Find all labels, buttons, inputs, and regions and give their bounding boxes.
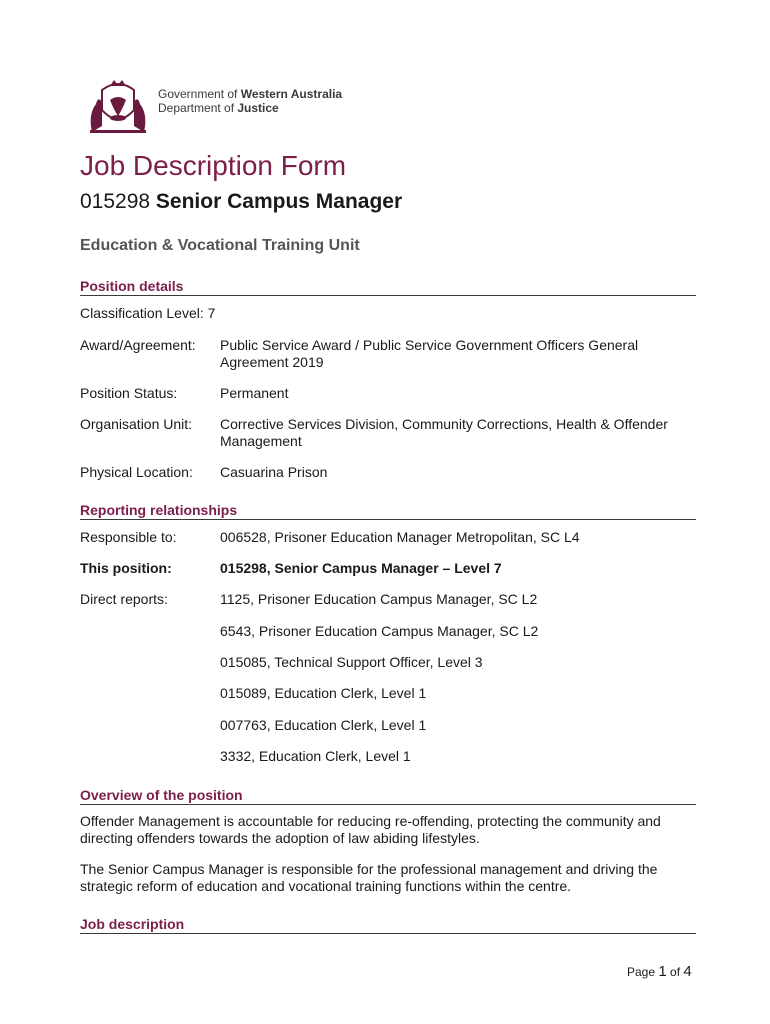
org-unit-row — [80, 416, 696, 450]
overview-paragraph: The Senior Campus Manager is responsible for the professional management and driving the strategic reform of education and vocational training functions within the centre. — [80, 861, 658, 894]
reporting-heading: Reporting relationships — [80, 502, 696, 520]
status-value: Permanent — [220, 385, 289, 401]
overview-paragraph: Offender Management is accountable for reducing re-offending, protecting the community and directing offenders towards the adoption of law abiding lifestyles. — [80, 813, 661, 846]
direct-report-item: 015085, Technical Support Officer, Level 3 — [220, 654, 483, 670]
direct-report-item: 007763, Education Clerk, Level 1 — [220, 717, 427, 733]
location-value: Casuarina Prison — [220, 464, 328, 480]
overview-heading: Overview of the position — [80, 787, 696, 805]
direct-report-item: 3332, Education Clerk, Level 1 — [220, 748, 411, 764]
unit-name: Education & Vocational Training Unit — [80, 237, 360, 254]
direct-report-item: 1125, Prisoner Education Campus Manager, SC L2 — [220, 591, 538, 607]
classification-row — [80, 305, 696, 322]
org-unit-value: Corrective Services Division, Community Corrections, Health & Offender Management — [220, 416, 668, 449]
page-number: Page 1 of 4 — [627, 963, 692, 980]
location-label: Physical Location: — [80, 464, 193, 480]
government-name: Government of Western Australia — [158, 87, 343, 101]
page-title: Job Description Form — [80, 150, 347, 181]
this-position-value: 015298, Senior Campus Manager – Level 7 — [220, 560, 502, 576]
responsible-value: 006528, Prisoner Education Manager Metropolitan, SC L4 — [220, 529, 580, 545]
position-details-heading: Position details — [80, 278, 696, 296]
responsible-label: Responsible to: — [80, 529, 177, 545]
award-value: Public Service Award / Public Service Government Officers General Agreement 2019 — [220, 337, 639, 370]
logo-text — [158, 87, 342, 115]
job-description-heading: Job description — [80, 916, 696, 934]
org-unit-label: Organisation Unit: — [80, 416, 193, 432]
award-row — [80, 337, 696, 371]
direct-reports-label: Direct reports: — [80, 591, 168, 607]
government-logo — [82, 80, 382, 134]
direct-report-item: 015089, Education Clerk, Level 1 — [220, 685, 427, 701]
classification-label: Classification Level: — [80, 305, 204, 321]
position-heading: 015298 Senior Campus Manager — [80, 190, 403, 213]
department-name: Department of Justice — [158, 101, 279, 115]
this-position-label: This position: — [80, 560, 172, 576]
coat-of-arms-icon — [82, 80, 154, 134]
classification-value: 7 — [207, 305, 216, 321]
status-label: Position Status: — [80, 385, 178, 401]
direct-report-item: 6543, Prisoner Education Campus Manager, SC L2 — [220, 623, 539, 639]
award-label: Award/Agreement: — [80, 337, 196, 353]
